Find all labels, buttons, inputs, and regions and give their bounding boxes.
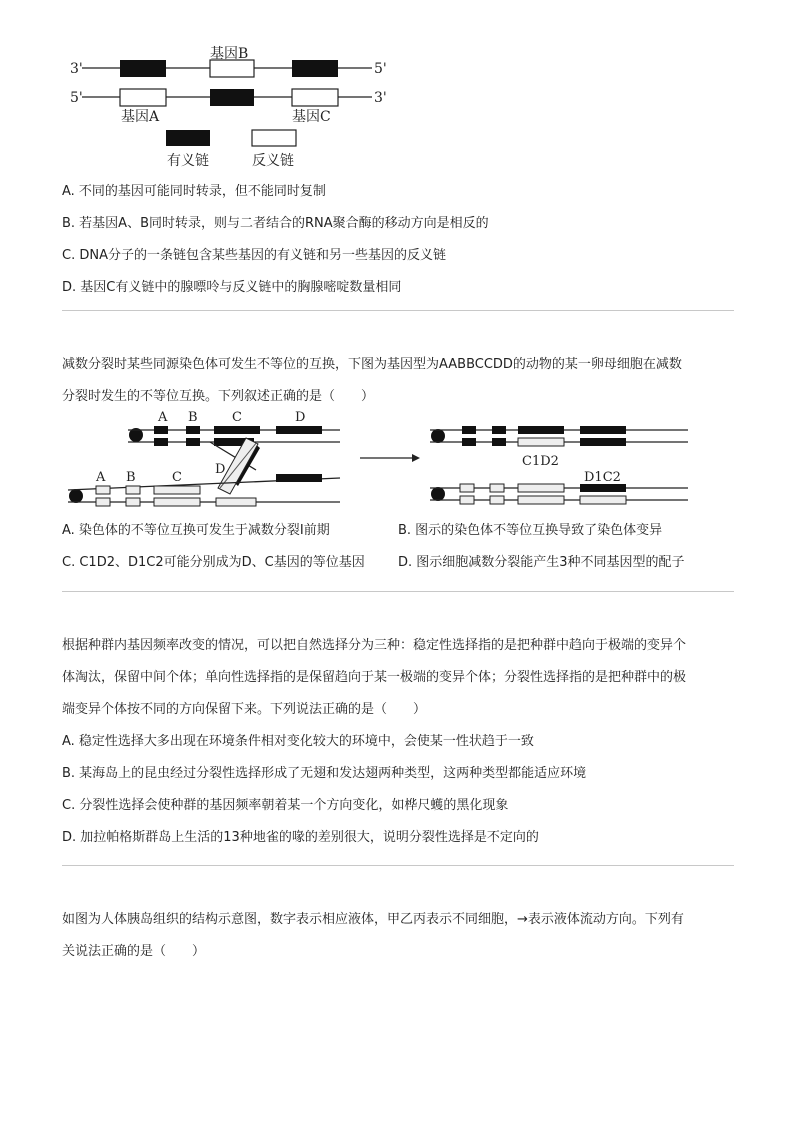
q2-stem-line1: 减数分裂时某些同源染色体可发生不等位的互换，下图为基因型为AABBCCDD的动物的某一卵母细胞在减数	[62, 357, 682, 372]
q2-label-c-upper: C	[232, 410, 242, 425]
q2-label-a-lower: A	[96, 470, 106, 485]
q1-end-bottom-right: 3'	[374, 90, 387, 106]
q2-label-d-cross: D	[215, 462, 226, 477]
q2-label-b-lower: B	[126, 470, 136, 485]
q4-stem-line2: 关说法正确的是（ ）	[62, 944, 206, 959]
q3-stem-line3: 端变异个体按不同的方向保留下来。下列说法正确的是（ ）	[62, 702, 427, 717]
centromere-lower-left	[69, 489, 83, 503]
centromere-upper-right	[431, 429, 445, 443]
q2-label-c1d2: C1D2	[522, 454, 559, 469]
q3-option-c[interactable]: C. 分裂性选择会使种群的基因频率朝着某一个方向变化，如桦尺蠖的黑化现象	[62, 798, 509, 813]
q1-option-b[interactable]: B. 若基因A、B同时转录，则与二者结合的RNA聚合酶的移动方向是相反的	[62, 216, 489, 231]
q1-end-top-right: 5'	[374, 61, 387, 77]
gene-b-sense-block	[210, 89, 254, 106]
q1-end-bottom-left: 5'	[70, 90, 83, 106]
q2-option-b[interactable]: B. 图示的染色体不等位互换导致了染色体变异	[398, 523, 663, 538]
q2-label-a-upper: A	[158, 410, 168, 425]
q4-stem-line1: 如图为人体胰岛组织的结构示意图，数字表示相应液体，甲乙丙表示不同细胞，→表示液体流动方向。下列有	[62, 912, 684, 927]
q2-label-d-upper: D	[295, 410, 306, 425]
q1-gene-c-label: 基因C	[292, 109, 331, 125]
q2-label-d1c2: D1C2	[584, 470, 621, 485]
q2-option-c[interactable]: C. C1D2、D1C2可能分别成为D、C基因的等位基因	[62, 555, 365, 570]
q3-option-d[interactable]: D. 加拉帕格斯群岛上生活的13种地雀的喙的差别很大，说明分裂性选择是不定向的	[62, 830, 539, 845]
q2-option-d[interactable]: D. 图示细胞减数分裂能产生3种不同基因型的配子	[398, 555, 685, 570]
centromere-lower-right	[431, 487, 445, 501]
gene-c-antisense-block	[292, 89, 338, 106]
top-strand-sense-block-2	[292, 60, 338, 77]
q1-option-c[interactable]: C. DNA分子的一条链包含某些基因的有义链和另一些基因的反义链	[62, 248, 446, 263]
q2-label-c-lower: C	[172, 470, 182, 485]
divider	[62, 865, 734, 866]
q3-option-a[interactable]: A. 稳定性选择大多出现在环境条件相对变化较大的环境中，会使某一性状趋于一致	[62, 734, 534, 749]
q1-option-a[interactable]: A. 不同的基因可能同时转录，但不能同时复制	[62, 184, 326, 199]
q2-label-b-upper: B	[188, 410, 198, 425]
q3-stem-line2: 体淘汰，保留中间个体；单向性选择指的是保留趋向于某一极端的变异个体；分裂性选择指的是把种群中的极	[62, 670, 687, 685]
q1-option-d[interactable]: D. 基因C有义链中的腺嘌呤与反义链中的胸腺嘧啶数量相同	[62, 280, 402, 295]
q1-legend-antisense-label: 反义链	[252, 153, 294, 169]
q1-end-top-left: 3'	[70, 61, 83, 77]
q2-stem-line2: 分裂时发生的不等位互换。下列叙述正确的是（ ）	[62, 389, 375, 404]
legend-antisense-swatch	[252, 130, 296, 146]
q3-option-b[interactable]: B. 某海岛上的昆虫经过分裂性选择形成了无翅和发达翅两种类型，这两种类型都能适应环境	[62, 766, 587, 781]
top-strand-sense-block-1	[120, 60, 166, 77]
q1-gene-b-label: 基因B	[210, 46, 249, 62]
divider	[62, 591, 734, 592]
divider	[62, 310, 734, 311]
q2-option-a[interactable]: A. 染色体的不等位互换可发生于减数分裂Ⅰ前期	[62, 523, 330, 538]
q2-crossover-figure	[60, 408, 690, 516]
legend-sense-swatch	[166, 130, 210, 146]
q1-legend-sense-label: 有义链	[167, 153, 209, 169]
gene-a-antisense-block	[120, 89, 166, 106]
q1-gene-a-label: 基因A	[121, 109, 160, 125]
q3-stem-line1: 根据种群内基因频率改变的情况，可以把自然选择分为三种：稳定性选择指的是把种群中趋向于极端的变异个	[62, 638, 687, 653]
